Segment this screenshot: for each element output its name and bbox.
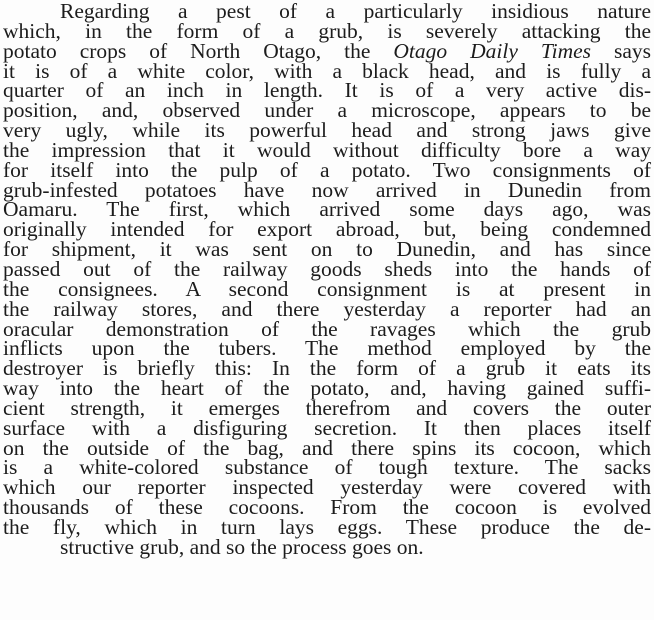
article-column <box>3 2 651 558</box>
article-line: way into the heart of the potato, and, having gained suffi- <box>3 376 651 401</box>
article-line: quarter of an inch in length. It is of a very active dis- <box>3 78 651 103</box>
article-line: destroyer is briefly this: In the form of a grub it eats its <box>3 356 651 381</box>
article-line: very ugly, while its powerful head and strong jaws give <box>3 118 651 143</box>
article-line: which our reporter inspected yesterday were covered with <box>3 475 651 500</box>
article-line: on the outside of the bag, and there spins its cocoon, which <box>3 435 651 460</box>
article-line: is a white-colored substance of tough texture. The sacks <box>3 455 651 480</box>
article-line: it is of a white color, with a black head, and is fully a <box>3 58 651 83</box>
article-line-text: says <box>591 38 652 63</box>
article-line-text: potato crops of North Otago, the <box>3 38 394 63</box>
article-line: which, in the form of a grub, is severely attacking the <box>3 18 651 43</box>
article-line: position, and, observed under a microscope, appears to be <box>3 98 651 123</box>
article-line: thousands of these cocoons. From the cocoon is evolved <box>3 495 651 520</box>
article-line: for shipment, it was sent on to Dunedin, and has since <box>3 237 651 262</box>
article-line: for itself into the pulp of a potato. Two consignments of <box>3 157 651 182</box>
article-line: the fly, which in turn lays eggs. These produce the de- <box>3 514 651 539</box>
article-line: surface with a disfiguring secretion. It then places itself <box>3 415 651 440</box>
article-line: inflicts upon the tubers. The method employed by the <box>3 336 651 361</box>
newspaper-title: Otago Daily Times <box>393 38 592 63</box>
article-line: the consignees. A second consignment is at present in <box>3 276 651 301</box>
article-line: passed out of the railway goods sheds into the hands of <box>3 256 651 281</box>
article-line: Oamaru. The first, which arrived some days ago, was <box>3 197 651 222</box>
article-line: originally intended for export abroad, but, being condemned <box>3 217 651 242</box>
article-line: structive grub, and so the process goes on. <box>60 534 424 559</box>
article-line: Regarding a pest of a particularly insidious nature <box>60 0 651 23</box>
article-line: grub-infested potatoes have now arrived in Dunedin from <box>3 177 651 202</box>
article-line: oracular demonstration of the ravages which the grub <box>3 316 651 341</box>
article-line: the railway stores, and there yesterday a reporter had an <box>3 296 651 321</box>
article-line: the impression that it would without difficulty bore a way <box>3 137 651 162</box>
article-line: cient strength, it emerges therefrom and covers the outer <box>3 395 651 420</box>
